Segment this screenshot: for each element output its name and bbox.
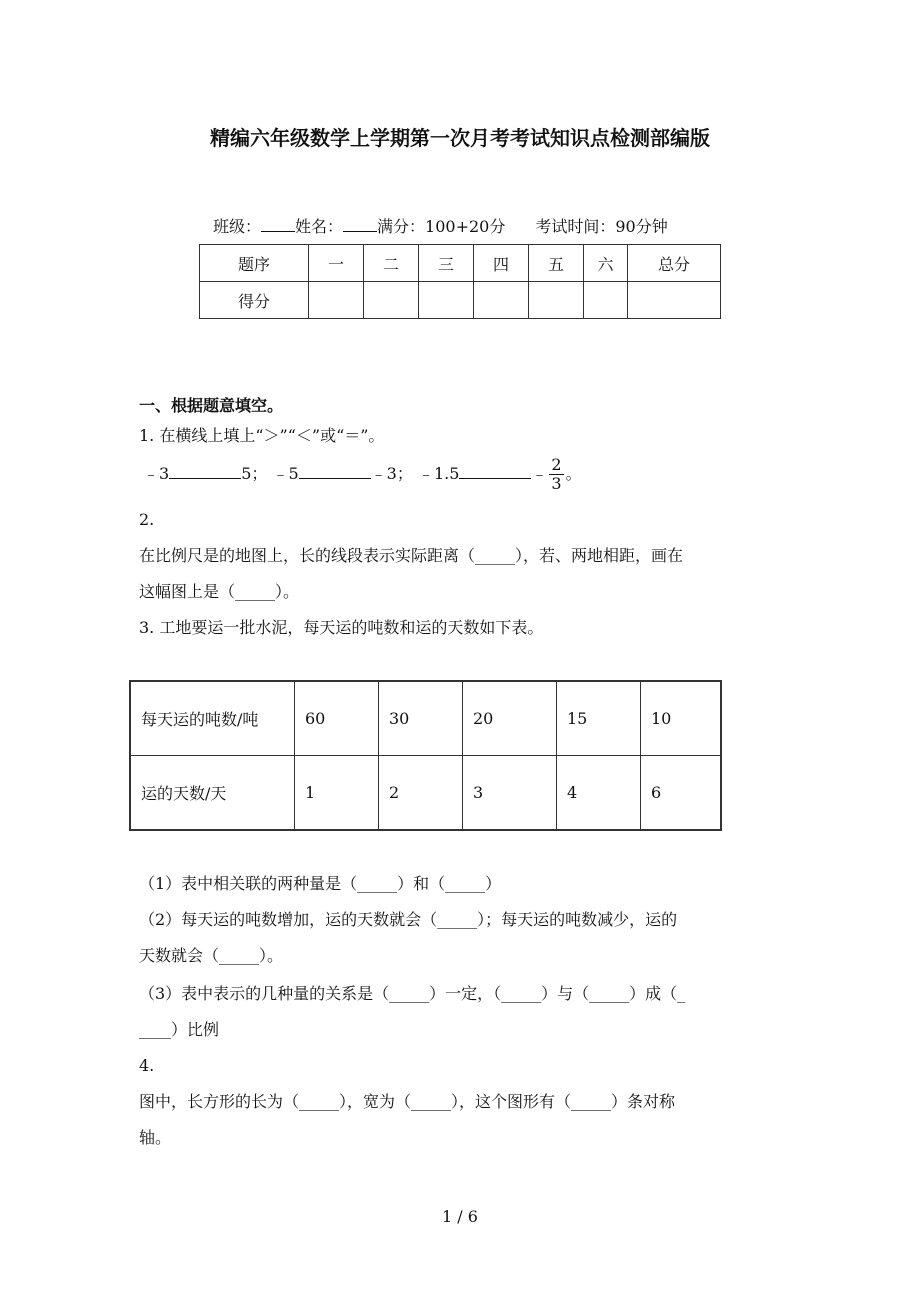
table-cell: 20 [463, 681, 557, 756]
score-header-cell: 题序 [200, 245, 309, 282]
score-table-header-row [200, 245, 721, 282]
question-2-number: 2. [139, 510, 155, 529]
score-cell[interactable] [584, 282, 628, 319]
question-3-sub1: （1）表中相关联的两种量是（_____）和（_____） [139, 874, 502, 893]
score-row-label: 得分 [200, 282, 309, 319]
row-label-tons: 每天运的吨数/吨 [130, 681, 295, 756]
score-header-cell: 五 [529, 245, 584, 282]
fraction-two-thirds [549, 456, 563, 493]
score-cell[interactable] [628, 282, 721, 319]
question-2-line1: 在比例尺是的地图上，长的线段表示实际距离（_____），若、两地相距，画在 [139, 546, 684, 565]
section-heading: 一、根据题意填空。 [139, 396, 284, 415]
class-blank [261, 217, 295, 232]
score-table-row [200, 282, 721, 319]
question-2-line2: 这幅图上是（_____）。 [139, 582, 300, 601]
table-cell: 15 [557, 681, 641, 756]
question-3-sub2-line1: （2）每天运的吨数增加，运的天数就会（_____）；每天运的吨数减少，运的 [139, 910, 678, 929]
score-header-cell: 六 [584, 245, 628, 282]
q1b-left: ﹣5 [272, 464, 299, 483]
page-title: 精编六年级数学上学期第一次月考考试知识点检测部编版 [210, 126, 710, 150]
q1a-blank[interactable] [169, 464, 241, 479]
question-4-number: 4. [139, 1056, 155, 1075]
class-label: 班级： [213, 217, 262, 236]
q1c-blank[interactable] [459, 464, 531, 479]
fraction-denominator: 3 [551, 474, 562, 493]
name-blank [343, 217, 377, 232]
q1a-right: 5； [241, 464, 268, 483]
score-header-cell: 三 [419, 245, 474, 282]
score-cell[interactable] [364, 282, 419, 319]
fraction-numerator: 2 [551, 455, 562, 474]
table-cell: 6 [641, 756, 722, 831]
question-3-sub3-line2: ____）比例 [139, 1020, 220, 1039]
table-cell: 4 [557, 756, 641, 831]
q1c-sign: ﹣ [531, 464, 548, 483]
question-3-sub3-line1: （3）表中表示的几种量的关系是（_____）一定，（_____）与（_____）成（_ [139, 984, 686, 1003]
question-3-sub2-line2: 天数就会（_____）。 [139, 946, 284, 965]
cement-table [129, 680, 722, 831]
full-score: 满分：100+20分 [377, 217, 506, 236]
q1a-left: ﹣3 [143, 464, 170, 483]
exam-time: 考试时间：90分钟 [535, 217, 668, 236]
q1b-blank[interactable] [299, 464, 371, 479]
table-cell: 10 [641, 681, 722, 756]
table-cell: 1 [295, 756, 379, 831]
question-1: 1. 在横线上填上“＞”“＜”或“＝”。 [139, 426, 385, 445]
q1c-end: 。 [565, 464, 582, 483]
question-3: 3. 工地要运一批水泥，每天运的吨数和运的天数如下表。 [139, 618, 544, 637]
score-header-cell: 一 [309, 245, 364, 282]
table-cell: 60 [295, 681, 379, 756]
table-cell: 3 [463, 756, 557, 831]
question-1-items [143, 456, 582, 493]
table-row [130, 681, 721, 756]
score-cell[interactable] [419, 282, 474, 319]
question-4-line2: 轴。 [139, 1128, 172, 1147]
row-label-days: 运的天数/天 [130, 756, 295, 831]
table-cell: 2 [379, 756, 463, 831]
question-4-line1: 图中，长方形的长为（_____），宽为（_____），这个图形有（_____）条对称 [139, 1092, 676, 1111]
score-header-cell: 四 [474, 245, 529, 282]
score-header-cell: 二 [364, 245, 419, 282]
table-cell: 30 [379, 681, 463, 756]
score-header-cell: 总分 [628, 245, 721, 282]
table-row [130, 756, 721, 831]
score-cell[interactable] [529, 282, 584, 319]
q1b-right: ﹣3； [370, 464, 413, 483]
score-table [199, 244, 721, 319]
page-number: 1 / 6 [442, 1207, 478, 1226]
q1c-left: ﹣1.5 [417, 464, 460, 483]
score-cell[interactable] [309, 282, 364, 319]
name-label: 姓名： [295, 217, 344, 236]
score-cell[interactable] [474, 282, 529, 319]
exam-info-line [213, 214, 668, 237]
